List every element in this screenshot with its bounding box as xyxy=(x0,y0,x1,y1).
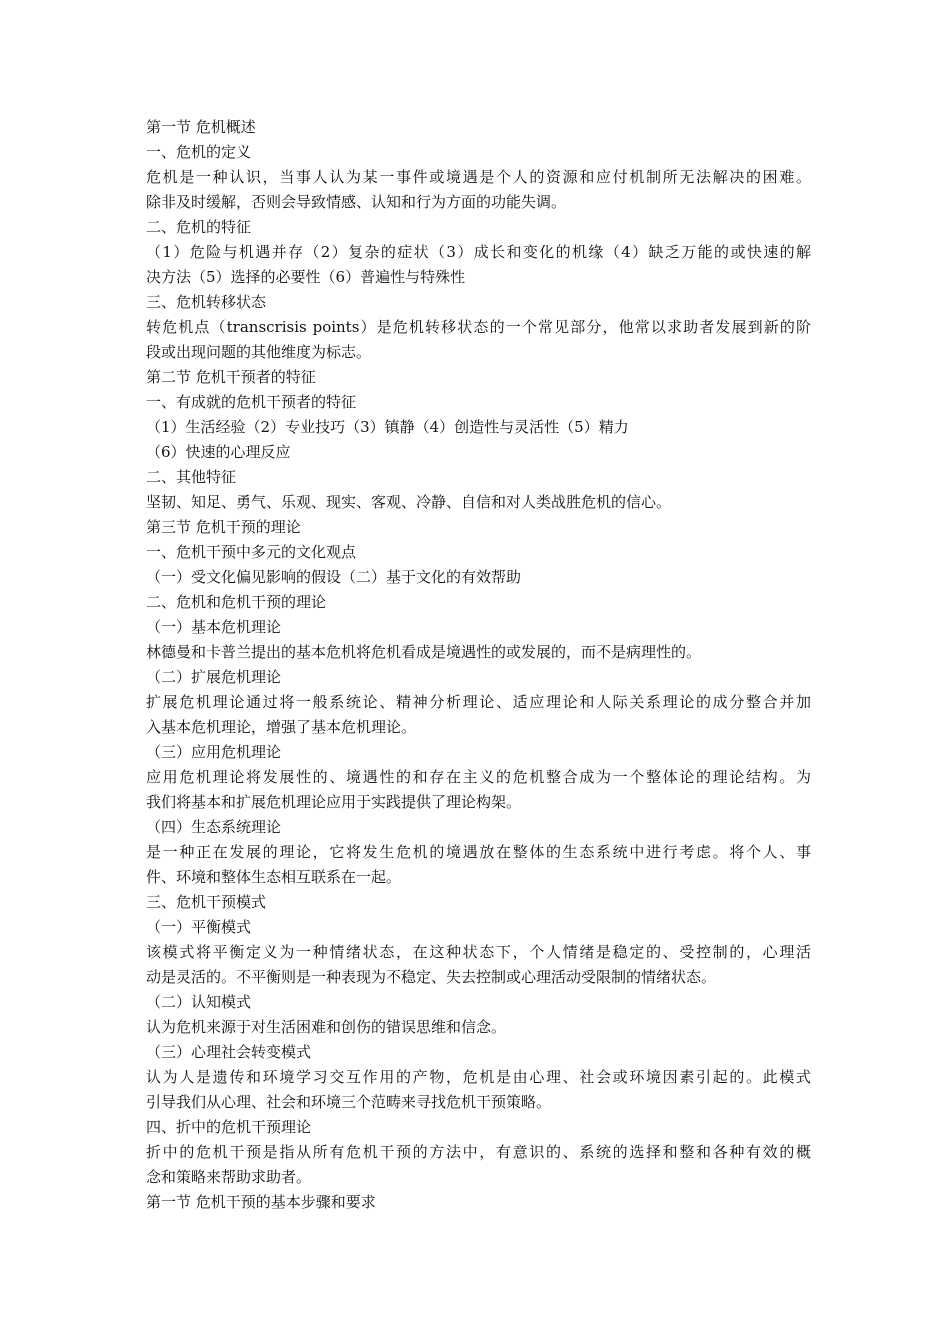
subsubheading-psychosocial-model: （三）心理社会转变模式 xyxy=(146,1043,312,1061)
paragraph-line: 认为人是遗传和环境学习交互作用的产物，危机是由心理、社会或环境因素引起的。此模式 xyxy=(146,1068,811,1086)
subheading-transfer-state: 三、危机转移状态 xyxy=(146,293,267,311)
paragraph-line: 该模式将平衡定义为一种情绪状态，在这种状态下，个人情绪是稳定的、受控制的，心理活 xyxy=(146,943,811,961)
paragraph-line: 段或出现问题的其他维度为标志。 xyxy=(146,343,372,361)
subsubheading-applied-theory: （三）应用危机理论 xyxy=(146,743,282,761)
paragraph-line: 林德曼和卡普兰提出的基本危机将危机看成是境遇性的或发展的，而不是病理性的。 xyxy=(146,643,702,661)
section-heading-3: 第三节 危机干预的理论 xyxy=(146,518,301,536)
subsubheading-cognitive-model: （二）认知模式 xyxy=(146,993,252,1011)
paragraph-line: 转危机点（transcrisis points）是危机转移状态的一个常见部分，他常以求助者发展到新的阶 xyxy=(146,318,811,336)
subheading-other-features: 二、其他特征 xyxy=(146,468,237,486)
section-heading-1: 第一节 危机概述 xyxy=(146,118,256,136)
paragraph-line: 引导我们从心理、社会和环境三个范畴来寻找危机干预策略。 xyxy=(146,1093,552,1111)
subheading-eclectic-theory: 四、折中的危机干预理论 xyxy=(146,1118,312,1136)
paragraph-line: 折中的危机干预是指从所有危机干预的方法中，有意识的、系统的选择和整和各种有效的概 xyxy=(146,1143,811,1161)
paragraph-line: 扩展危机理论通过将一般系统论、精神分析理论、适应理论和人际关系理论的成分整合并加 xyxy=(146,693,811,711)
subheading-theories: 二、危机和危机干预的理论 xyxy=(146,593,327,611)
paragraph-line: 应用危机理论将发展性的、境遇性的和存在主义的危机整合成为一个整体论的理论结构。为 xyxy=(146,768,811,786)
section-heading-4: 第一节 危机干预的基本步骤和要求 xyxy=(146,1193,376,1211)
paragraph-line: 入基本危机理论，增强了基本危机理论。 xyxy=(146,718,417,736)
paragraph-line: 是一种正在发展的理论，它将发生危机的境遇放在整体的生态系统中进行考虑。将个人、事 xyxy=(146,843,811,861)
paragraph-line: （一）受文化偏见影响的假设（二）基于文化的有效帮助 xyxy=(146,568,522,586)
subheading-intervention-models: 三、危机干预模式 xyxy=(146,893,267,911)
paragraph-line: 动是灵活的。不平衡则是一种表现为不稳定、失去控制或心理活动受限制的情绪状态。 xyxy=(146,968,717,986)
paragraph-line: 危机是一种认识，当事人认为某一事件或境遇是个人的资源和应付机制所无法解决的困难。 xyxy=(146,168,811,186)
section-heading-2: 第二节 危机干预者的特征 xyxy=(146,368,316,386)
paragraph-line: （6）快速的心理反应 xyxy=(146,443,291,461)
paragraph-line: 决方法（5）选择的必要性（6）普遍性与特殊性 xyxy=(146,268,466,286)
subheading-multicultural: 一、危机干预中多元的文化观点 xyxy=(146,543,357,561)
paragraph-line: 我们将基本和扩展危机理论应用于实践提供了理论构架。 xyxy=(146,793,522,811)
document-body xyxy=(146,115,811,1215)
paragraph-line: （1）危险与机遇并存（2）复杂的症状（3）成长和变化的机缘（4）缺乏万能的或快速的解 xyxy=(146,243,811,261)
paragraph-line: 念和策略来帮助求助者。 xyxy=(146,1168,312,1186)
paragraph-line: 坚韧、知足、勇气、乐观、现实、客观、冷静、自信和对人类战胜危机的信心。 xyxy=(146,493,672,511)
subsubheading-basic-theory: （一）基本危机理论 xyxy=(146,618,282,636)
subsubheading-equilibrium-model: （一）平衡模式 xyxy=(146,918,252,936)
paragraph-line: 认为危机来源于对生活困难和创伤的错误思维和信念。 xyxy=(146,1018,507,1036)
subheading-successful-interventionist: 一、有成就的危机干预者的特征 xyxy=(146,393,357,411)
subheading-features: 二、危机的特征 xyxy=(146,218,252,236)
subsubheading-expanded-theory: （二）扩展危机理论 xyxy=(146,668,282,686)
subheading-definition: 一、危机的定义 xyxy=(146,143,252,161)
subsubheading-ecosystem-theory: （四）生态系统理论 xyxy=(146,818,282,836)
paragraph-line: （1）生活经验（2）专业技巧（3）镇静（4）创造性与灵活性（5）精力 xyxy=(146,418,629,436)
paragraph-line: 除非及时缓解，否则会导致情感、认知和行为方面的功能失调。 xyxy=(146,193,567,211)
paragraph-line: 件、环境和整体生态相互联系在一起。 xyxy=(146,868,402,886)
